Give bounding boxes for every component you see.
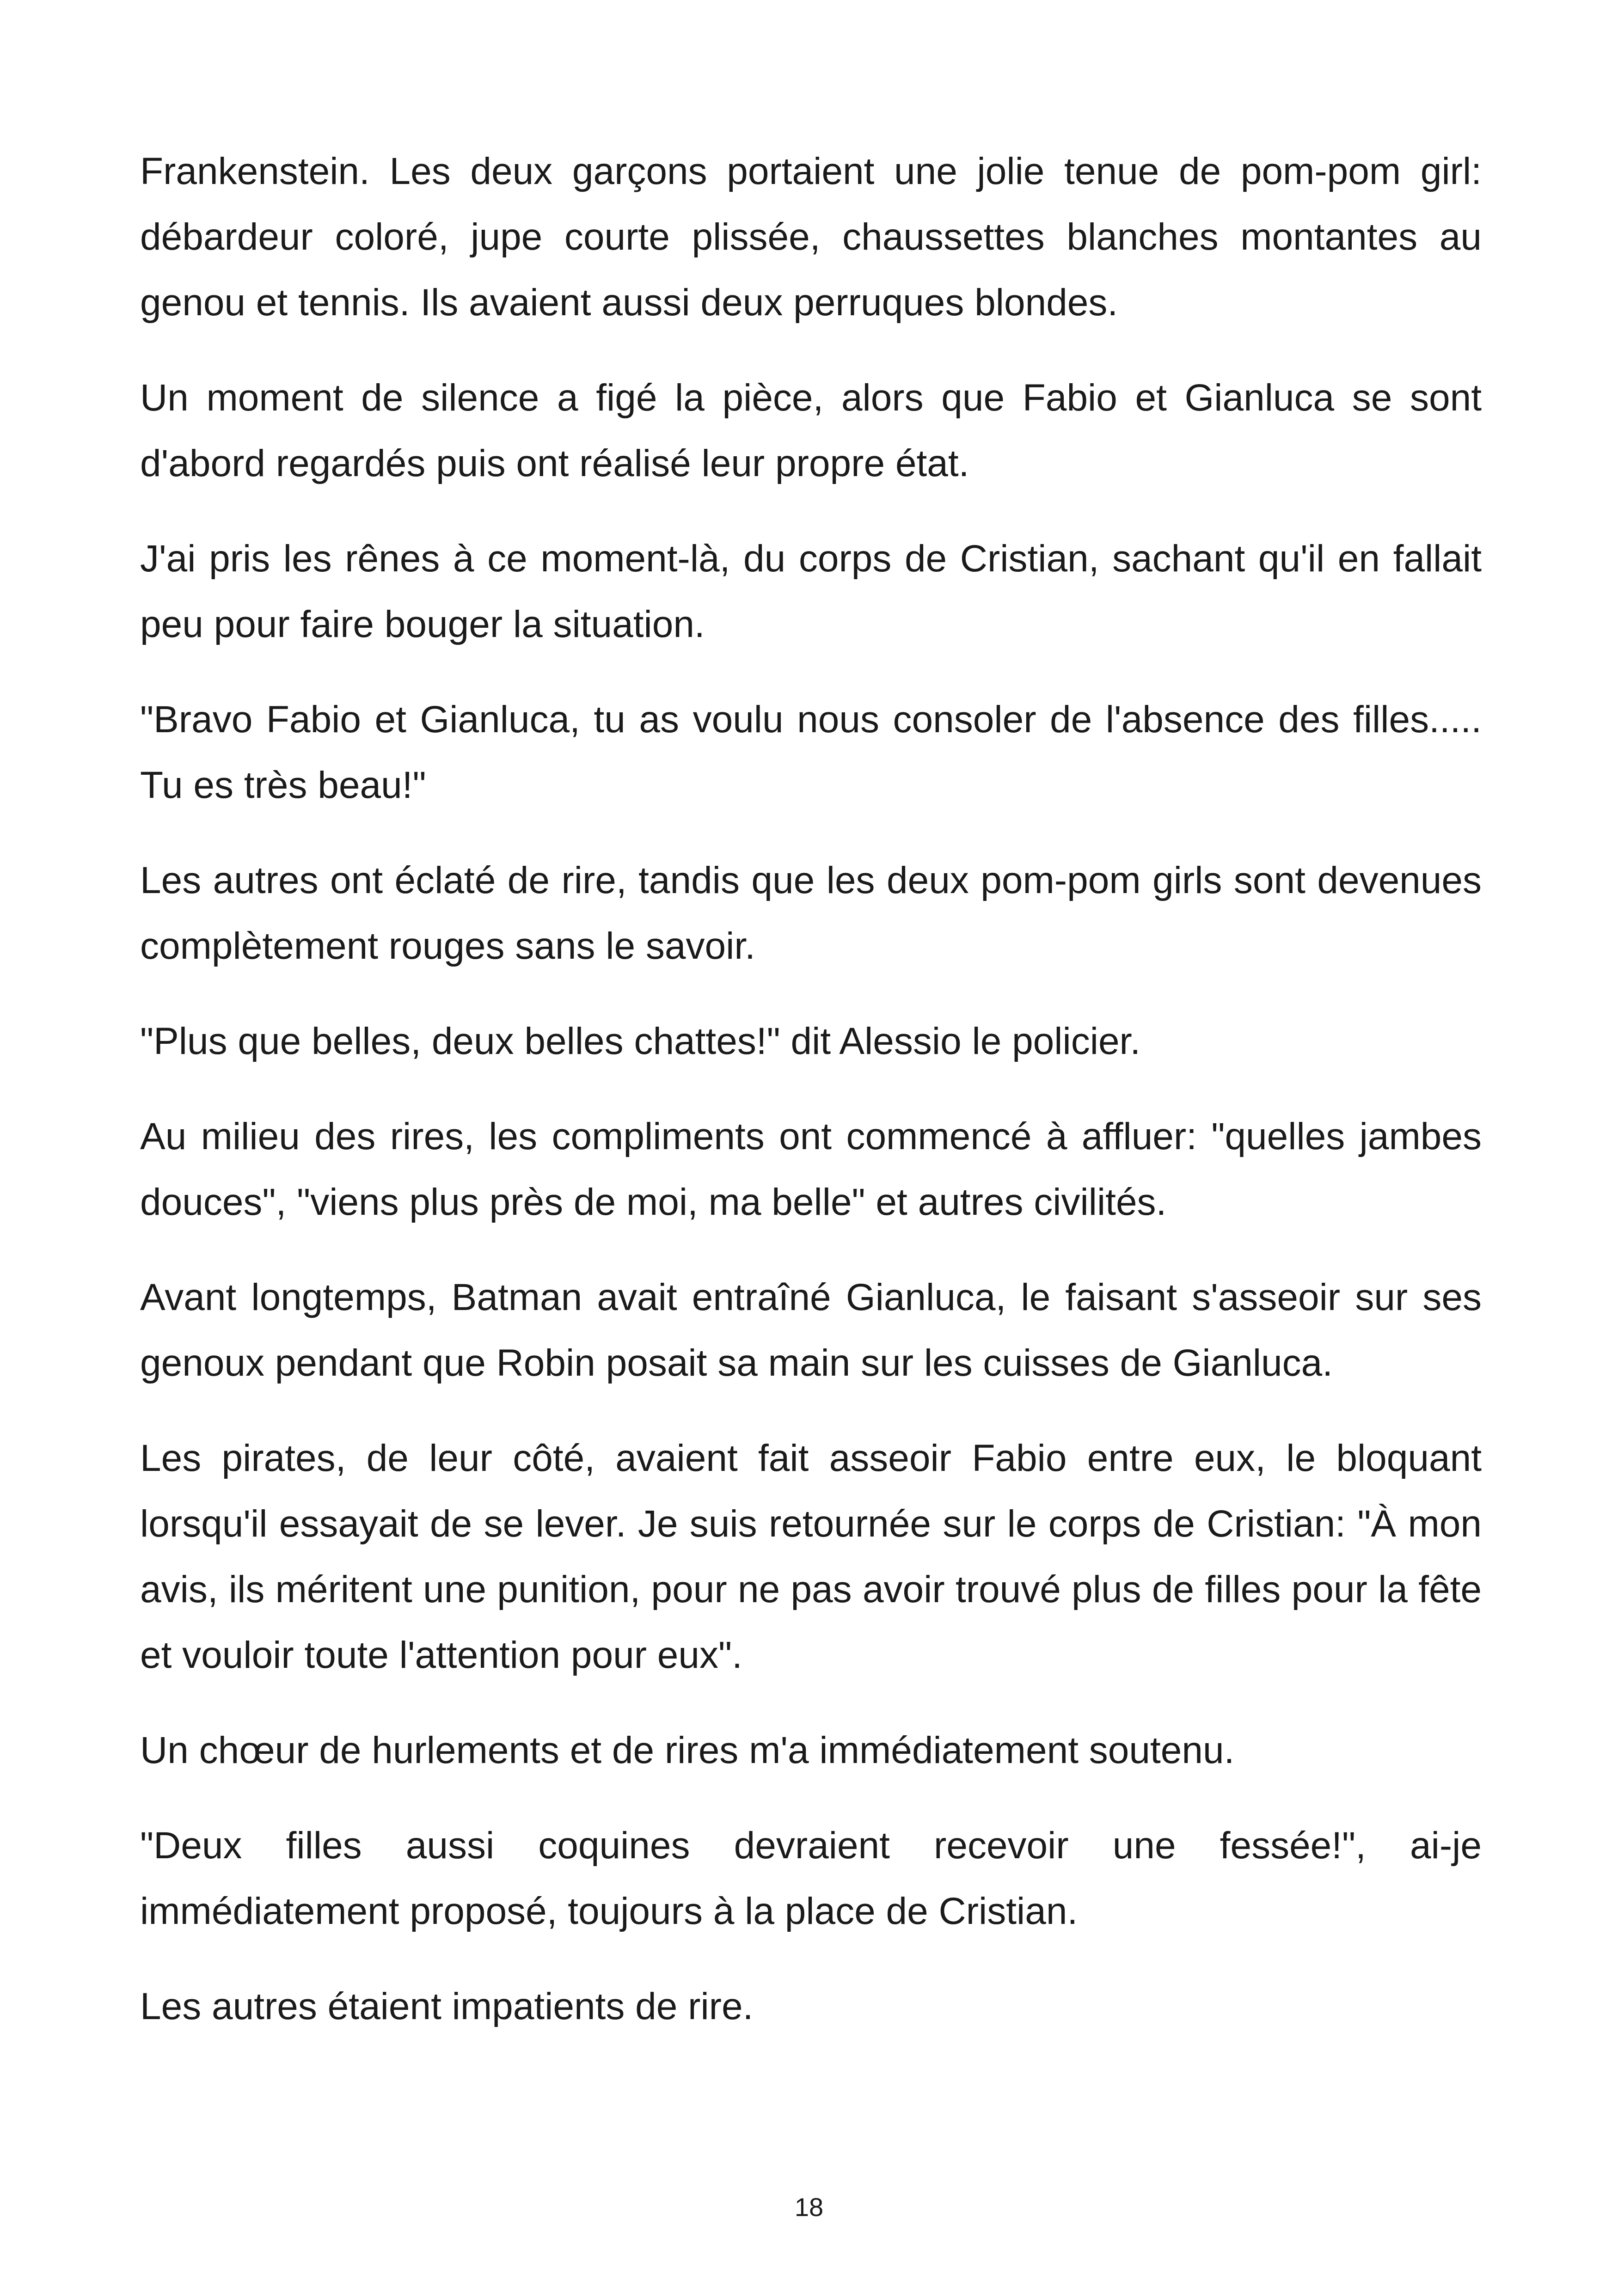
paragraph: Avant longtemps, Batman avait entraîné Gianluca, le faisant s'asseoir sur ses genoux pendant que Robin posait sa main sur les cuisses de Gianluca. [140,1276,1482,1384]
page-number: 18 [794,2192,824,2222]
paragraph: Les autres étaient impatients de rire. [140,1985,754,2027]
paragraph: "Plus que belles, deux belles chattes!" dit Alessio le policier. [140,1020,1141,1062]
paragraph: "Deux filles aussi coquines devraient recevoir une fessée!", ai-je immédiatement proposé, toujours à la place de Cristian. [140,1825,1482,1932]
paragraph: Un moment de silence a figé la pièce, alors que Fabio et Gianluca se sont d'abord regardés puis ont réalisé leur propre état. [140,377,1482,484]
paragraph: Frankenstein. Les deux garçons portaient une jolie tenue de pom-pom girl: débardeur coloré, jupe courte plissée, chaussettes blanches montantes au genou et tennis. Ils avaient aussi deux perruques blondes. [140,150,1482,324]
paragraph: "Bravo Fabio et Gianluca, tu as voulu nous consoler de l'absence des filles..... Tu es très beau!" [140,698,1482,806]
paragraph: Un chœur de hurlements et de rires m'a immédiatement soutenu. [140,1729,1235,1771]
body-text [140,139,1482,2069]
paragraph: J'ai pris les rênes à ce moment-là, du corps de Cristian, sachant qu'il en fallait peu pour faire bouger la situation. [140,538,1482,645]
paragraph: Les pirates, de leur côté, avaient fait asseoir Fabio entre eux, le bloquant lorsqu'il essayait de se lever. Je suis retournée sur le corps de Cristian: "À mon avis, ils méritent une punition, pour ne pas avoir trouvé plus de filles pour la fête et vouloir toute l'attention pour eux". [140,1437,1482,1676]
paragraph: Les autres ont éclaté de rire, tandis que les deux pom-pom girls sont devenues complètement rouges sans le savoir. [140,859,1482,967]
paragraph: Au milieu des rires, les compliments ont commencé à affluer: "quelles jambes douces", "viens plus près de moi, ma belle" et autres civilités. [140,1115,1482,1223]
